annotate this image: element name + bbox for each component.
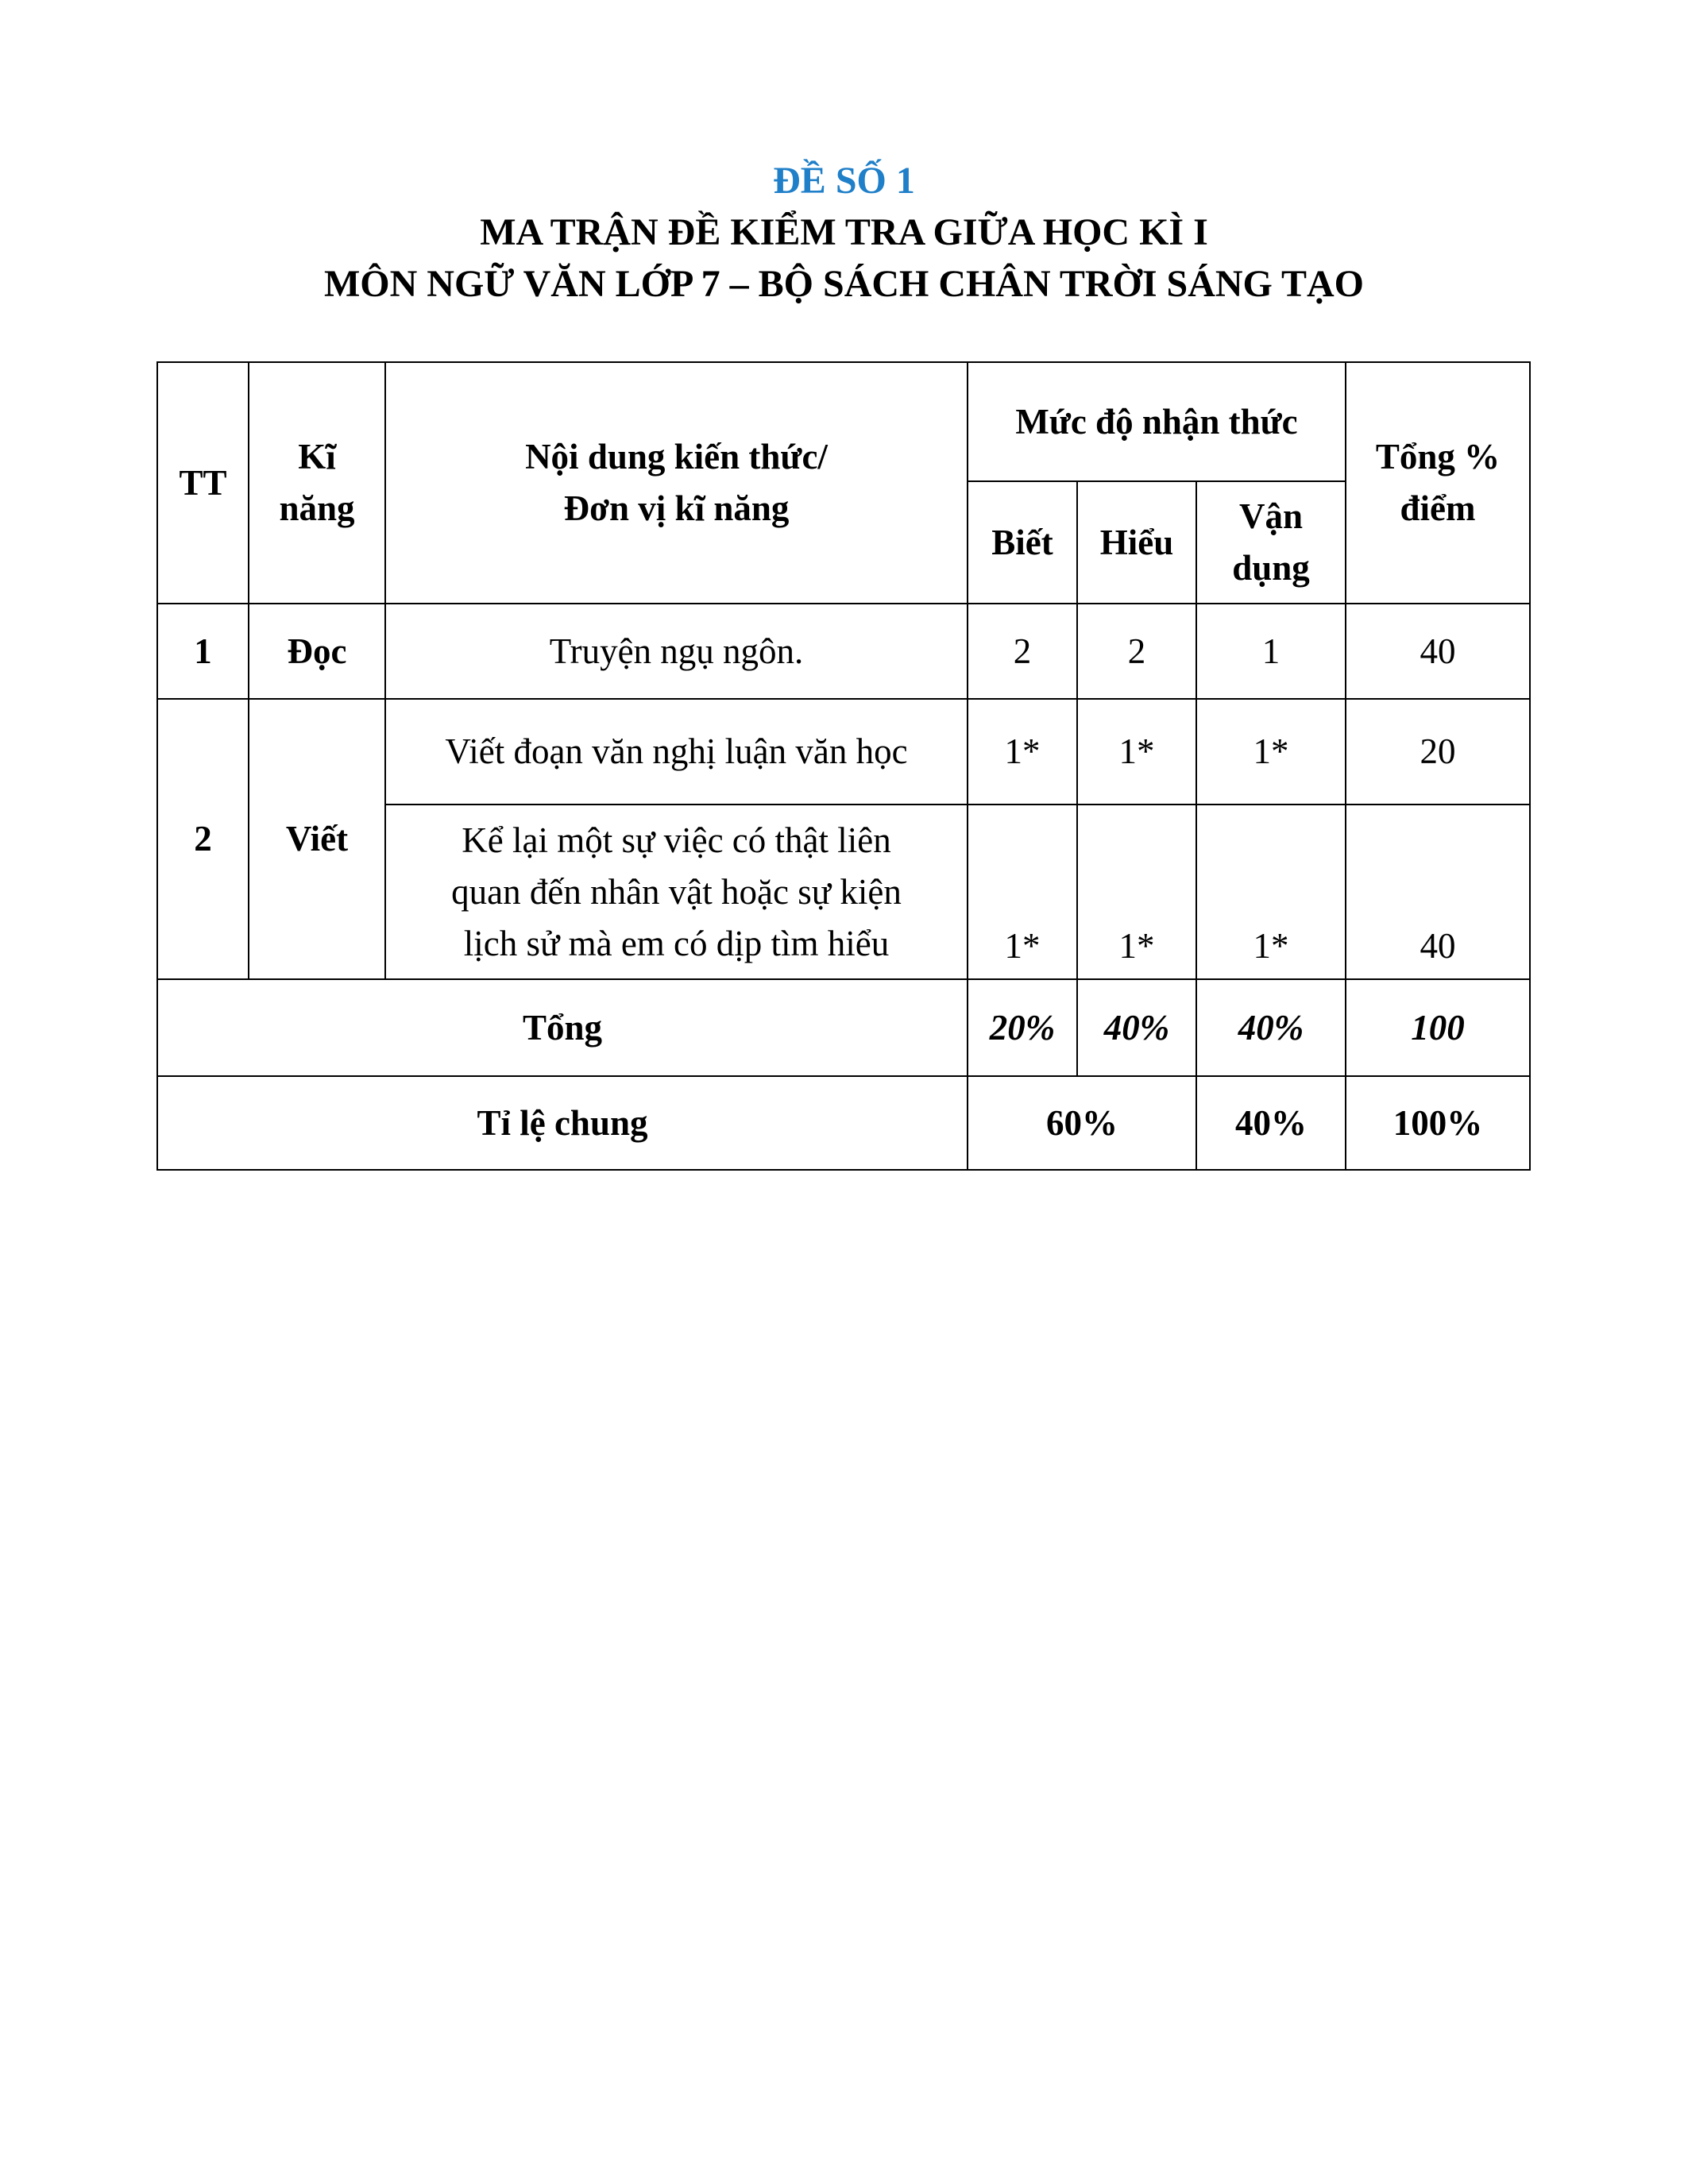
exam-number: ĐỀ SỐ 1 — [773, 160, 915, 202]
table-row — [157, 699, 1530, 805]
table-row — [157, 604, 1530, 699]
row1-skill: Đọc — [249, 604, 385, 699]
header-level-group: Mức độ nhận thức — [968, 362, 1346, 481]
header-row-1 — [157, 362, 1530, 481]
sum-understand: 40% — [1077, 979, 1196, 1076]
row3-know: 1* — [968, 805, 1077, 979]
header-skill-line2: năng — [279, 488, 355, 528]
sum-apply: 40% — [1196, 979, 1346, 1076]
header-content-line2: Đơn vị kĩ năng — [563, 488, 790, 528]
header-level-understand: Hiểu — [1077, 481, 1196, 604]
document-subtitle: MÔN NGỮ VĂN LỚP 7 – BỘ SÁCH CHÂN TRỜI SÁNG TẠO — [323, 263, 1365, 305]
row3-content-line1: Kể lại một sự việc có thật liên — [462, 820, 891, 860]
header-level-apply — [1196, 481, 1346, 604]
ratio-label: Tỉ lệ chung — [157, 1076, 968, 1170]
ratio-row — [157, 1076, 1530, 1170]
row3-content — [385, 805, 968, 979]
row2-understand: 1* — [1077, 699, 1196, 805]
header-level-know: Biết — [968, 481, 1077, 604]
sum-total: 100 — [1346, 979, 1530, 1076]
header-skill-line1: Kĩ — [298, 437, 336, 477]
row2-content: Viết đoạn văn nghị luận văn học — [385, 699, 968, 805]
document-title: MA TRẬN ĐỀ KIỂM TRA GIỮA HỌC KÌ I — [480, 211, 1208, 253]
header-total-line1: Tổng % — [1375, 437, 1501, 477]
header-tt: TT — [157, 362, 249, 604]
row1-understand: 2 — [1077, 604, 1196, 699]
sum-know: 20% — [968, 979, 1077, 1076]
header-level-apply-line2: dụng — [1232, 548, 1310, 588]
ratio-know-understand: 60% — [968, 1076, 1196, 1170]
row1-total: 40 — [1346, 604, 1530, 699]
row2-tt: 2 — [157, 699, 249, 979]
header-content — [385, 362, 968, 604]
header-content-line1: Nội dung kiến thức/ — [525, 437, 828, 477]
sum-label: Tổng — [157, 979, 968, 1076]
row3-content-line2: quan đến nhân vật hoặc sự kiện — [451, 871, 902, 912]
header-total-line2: điểm — [1400, 488, 1476, 528]
row2-total: 20 — [1346, 699, 1530, 805]
header-total — [1346, 362, 1530, 604]
ratio-total: 100% — [1346, 1076, 1530, 1170]
row3-content-line3: lịch sử mà em có dịp tìm hiểu — [463, 923, 890, 963]
row3-understand: 1* — [1077, 805, 1196, 979]
row2-know: 1* — [968, 699, 1077, 805]
ratio-apply: 40% — [1196, 1076, 1346, 1170]
header-level-apply-line1: Vận — [1239, 496, 1304, 536]
row3-apply: 1* — [1196, 805, 1346, 979]
row1-apply: 1 — [1196, 604, 1346, 699]
document-title-block — [0, 155, 1688, 310]
row2-skill: Viết — [249, 699, 385, 979]
header-skill — [249, 362, 385, 604]
row2-apply: 1* — [1196, 699, 1346, 805]
row3-total: 40 — [1346, 805, 1530, 979]
row1-tt: 1 — [157, 604, 249, 699]
row1-content: Truyện ngụ ngôn. — [385, 604, 968, 699]
row1-know: 2 — [968, 604, 1077, 699]
exam-matrix-table — [156, 361, 1531, 1171]
sum-row — [157, 979, 1530, 1076]
